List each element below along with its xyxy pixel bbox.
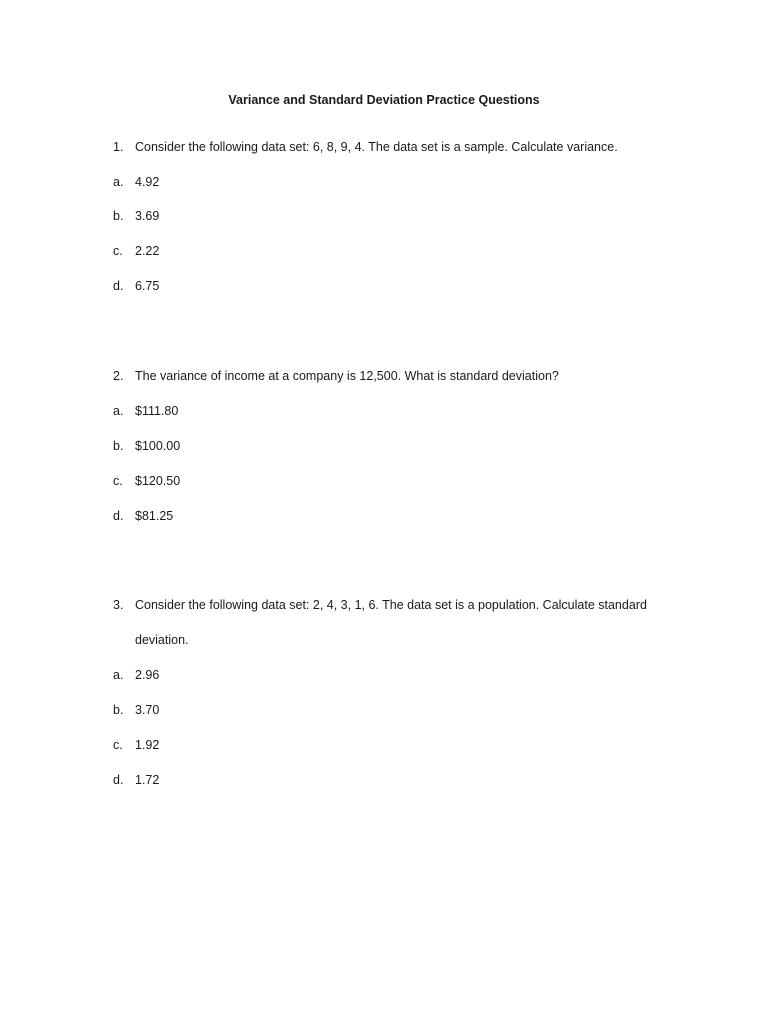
question-number: 2. xyxy=(113,369,124,383)
option-letter: c. xyxy=(113,244,123,258)
option-text: $100.00 xyxy=(135,439,181,453)
option-letter: b. xyxy=(113,703,124,717)
question-text: Consider the following data set: 6, 8, 9, 4. The data set is a sample. Calculate variance. xyxy=(135,140,618,154)
option-text: 2.96 xyxy=(135,668,160,682)
question-number: 3. xyxy=(113,598,124,612)
option-letter: a. xyxy=(113,175,124,189)
option-text: $81.25 xyxy=(135,509,174,523)
option-text: 6.75 xyxy=(135,279,160,293)
option-text: 1.72 xyxy=(135,773,160,787)
option-text: 2.22 xyxy=(135,244,160,258)
option-text: 1.92 xyxy=(135,738,160,752)
option-letter: b. xyxy=(113,209,124,223)
question-text: The variance of income at a company is 12,500. What is standard deviation? xyxy=(135,369,559,383)
option-letter: d. xyxy=(113,773,124,787)
question-text-continued: deviation. xyxy=(135,633,189,647)
option-text: $120.50 xyxy=(135,474,181,488)
option-letter: a. xyxy=(113,668,124,682)
option-letter: c. xyxy=(113,474,123,488)
page-title: Variance and Standard Deviation Practice Questions xyxy=(228,93,540,107)
question-text: Consider the following data set: 2, 4, 3, 1, 6. The data set is a population. Calculate standard xyxy=(135,598,647,612)
option-letter: d. xyxy=(113,509,124,523)
option-letter: a. xyxy=(113,404,124,418)
option-text: $111.80 xyxy=(135,404,179,418)
option-text: 3.69 xyxy=(135,209,160,223)
option-letter: c. xyxy=(113,738,123,752)
question-number: 1. xyxy=(113,140,124,154)
option-letter: d. xyxy=(113,279,124,293)
option-letter: b. xyxy=(113,439,124,453)
option-text: 4.92 xyxy=(135,175,160,189)
option-text: 3.70 xyxy=(135,703,160,717)
